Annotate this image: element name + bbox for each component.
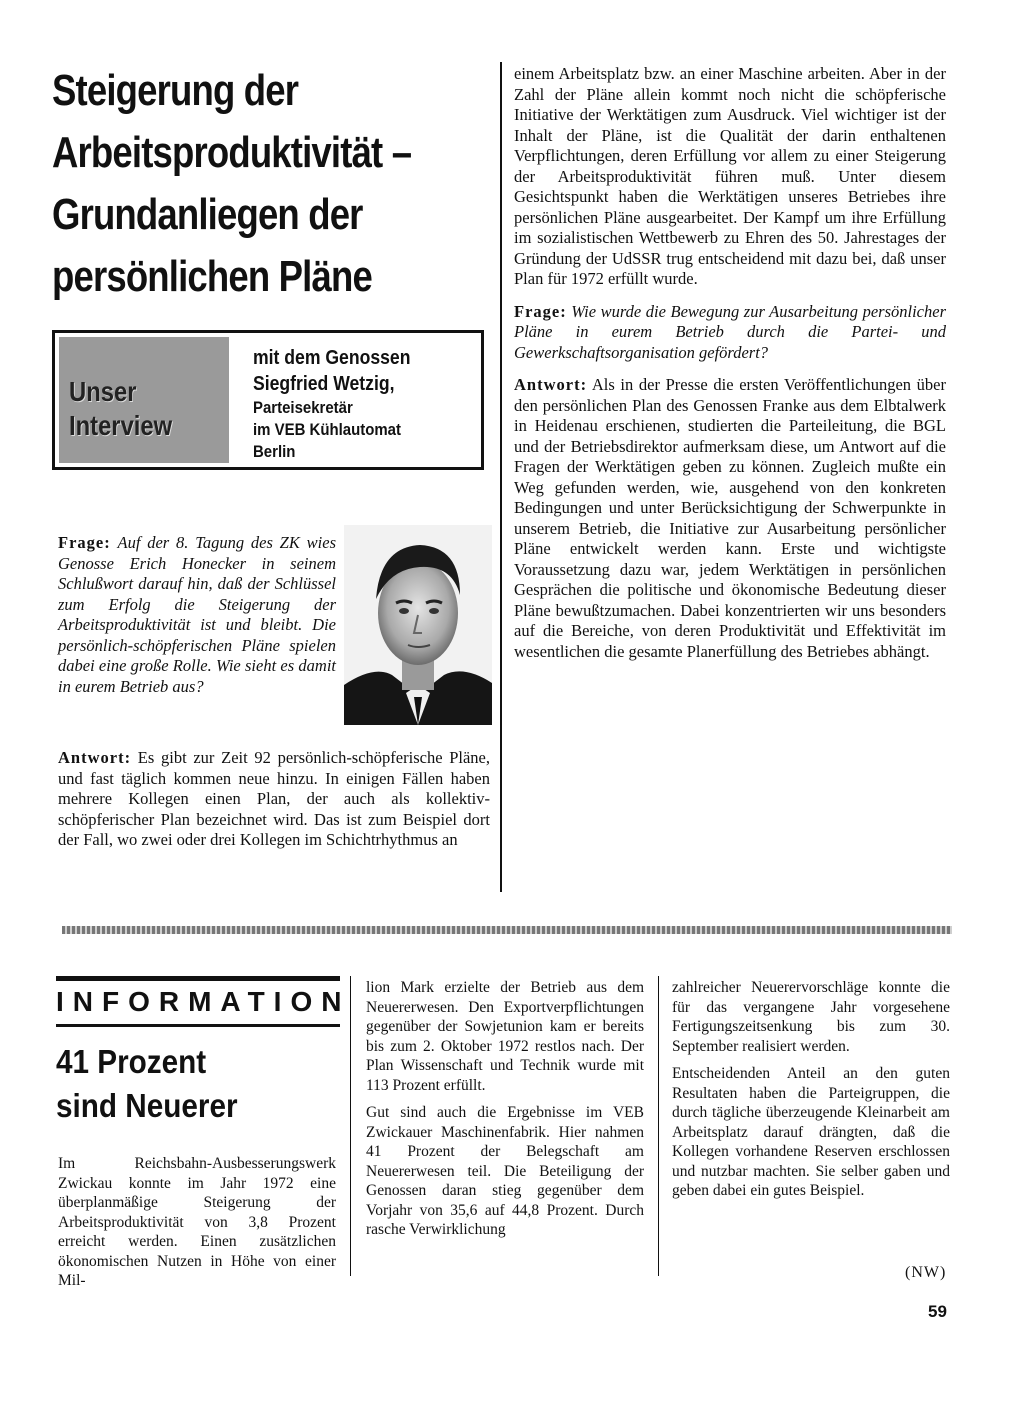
- interview-person-name: Siegfried Wetzig,: [253, 373, 395, 395]
- interview-info-line: Parteisekretär: [253, 398, 353, 417]
- interview-label: Unser: [69, 376, 137, 407]
- column-divider: [350, 976, 351, 1276]
- interview-info-line: Berlin: [253, 442, 296, 461]
- question-label: Frage:: [58, 533, 111, 552]
- information-column-3: [672, 978, 950, 1207]
- headline-line: persönlichen Pläne: [52, 252, 372, 301]
- information-top-rule: [56, 976, 340, 981]
- answer-text: Als in der Presse die ersten Veröffentlichungen über den persönlichen Plan des Genossen Franke aus dem Elbtalwerk in Heidenau erschienen, studierten die Parteileitung, die BGL und der Betriebsdirektor aufmerksam diese, um Antwort auf die Fragen der Werktätigen geben zu können. Zugleich mußte ein Weg gefunden werden, wie, ausgehend von den konkreten Bedingungen und unter Berücksichtigung der Schwerpunkte in unserem Betrieb, die Initiative zur Ausarbeitung persönlicher Pläne entwickelt werden kann. Erste und wichtigste Voraussetzung dazu war, jedem Werktätigen in persönlichen Gesprächen die politische und ökonomische Bedeutung dieser Pläne bewußtzumachen. Dabei konzentrierten wir uns besonders auf die Bereiche, von deren Produktivität und Effektivität im wesentlichen die gesamte Planerfüllung des Betriebes abhängt.: [514, 375, 946, 661]
- interview-info-line: mit dem Genossen: [253, 347, 411, 369]
- question-text: Auf der 8. Tagung des ZK wies Genosse Erich Honecker in seinem Schlußwort darauf hin, daß der Schlüssel zum Erfolg die Steigerung der Arbeitsproduktivität ist und bleibt. Die persönlich-schöpferischen Pläne spielen dabei eine große Rolle. Wie sieht es damit in eurem Betrieb aus?: [58, 533, 336, 696]
- interview-box: [52, 330, 484, 470]
- information-text: Im Reichsbahn-Ausbesserungswerk Zwickau konnte im Jahr 1972 eine überplanmäßige Steigerung der Arbeitsproduktivität von 3,8 Prozent erreicht werden. Einen zusätzlichen ökonomischen Nutzen in Höhe von einer Mil-: [58, 1155, 336, 1289]
- author-signature: (NW): [905, 1264, 947, 1281]
- information-headline-line: sind Neuerer: [56, 1087, 238, 1124]
- portrait-photo: [344, 525, 492, 725]
- answer-text: Es gibt zur Zeit 92 persönlich-schöpferische Pläne, und fast täglich kommen neue hinzu. In einigen Fällen haben mehrere Kollegen einen Plan, der auch als kollektiv-schöpferischer Plan bezeichnet wird. Das ist zum Beispiel dort der Fall, wo zwei oder drei Kollegen im Schichtrhythmus an: [58, 748, 490, 849]
- information-column-2: [366, 978, 644, 1246]
- answer-continuation: einem Arbeitsplatz bzw. an einer Maschine arbeiten. Aber in der Zahl der Pläne allein kommt noch nicht die schöpferische Initiative der Werktätigen zum Ausdruck. Viel wichtiger ist der Inhalt der Pläne, ist die Qualität der darin enthaltenen Verpflichtungen, deren Erfüllung vor allem zu einer Steigerung der Arbeitsproduktivität führen muß. Unter diesem Gesichtspunkt haben die Werktätigen unseres Betriebes ihre persönlichen Pläne ausgearbeitet. Der Kampf um ihre Erfüllung im sozialistischen Wettbewerb zu Ehren des 50. Jahrestages der Gründung der UdSSR trug entscheidend mit dazu bei, daß unser Plan für 1972 erfüllt wurde.: [514, 64, 946, 288]
- information-text: Gut sind auch die Ergebnisse im VEB Zwickauer Maschinenfabrik. Hier nahmen 41 Prozent der Belegschaft am Neuererwesen teil. Die Beteiligung der Genossen daran stieg gegenüber dem Vorjahr von 35,6 auf 44,8 Prozent. Durch rasche Verwirklichung: [366, 1104, 644, 1238]
- information-text: lion Mark erzielte der Betrieb aus dem Neuererwesen. Den Exportverpflichtungen gegenüber der Sowjetunion kam er bereits bis zum 2. Oktober 1972 restlos nach. Der Plan Wissenschaft und Technik wurde mit 113 Prozent erfüllt.: [366, 979, 644, 1094]
- page-number: 59: [928, 1302, 947, 1321]
- headline-line: Steigerung der: [52, 66, 299, 115]
- column-divider: [658, 976, 659, 1276]
- interview-info-line: im VEB Kühlautomat: [253, 420, 401, 439]
- information-headline-line: 41 Prozent: [56, 1043, 207, 1080]
- right-column: [514, 64, 946, 668]
- headline-line: Grundanliegen der: [52, 190, 363, 239]
- headline-line: Arbeitsproduktivität –: [52, 128, 412, 177]
- information-label: INFORMATION: [56, 986, 351, 1017]
- question-label: Frage:: [514, 301, 567, 321]
- interview-label: Interview: [69, 410, 173, 441]
- information-text: Entscheidenden Anteil an den guten Resultaten haben die Parteigruppen, die durch tägliche überzeugende Kleinarbeit am Arbeitsplatz darauf drängten, daß die Kollegen vorhandene Reserven erschlossen und nutzbar machten. Sie selber gaben und geben dabei ein gutes Beispiel.: [672, 1065, 950, 1199]
- section-separator: [62, 926, 952, 934]
- question-text: Wie wurde die Bewegung zur Ausarbeitung persönlicher Pläne in eurem Betrieb durch die Partei- und Gewerkschaftsorganisation gefördert?: [514, 301, 946, 362]
- information-column-1: [58, 1154, 336, 1297]
- interview-label-block: [59, 337, 229, 463]
- answer-1-block: [58, 748, 490, 851]
- question-1-block: [58, 533, 336, 697]
- column-divider: [500, 62, 502, 892]
- interview-info: [253, 345, 451, 463]
- answer-label: Antwort:: [514, 375, 588, 394]
- information-headline: [56, 1040, 317, 1128]
- information-bottom-rule: [56, 1024, 340, 1027]
- article-headline: [52, 60, 417, 308]
- information-text: zahlreicher Neuerervorschläge konnte die für das vergangene Jahr vorgesehene Fertigungszeitsenkung bis zum 30. September realisiert werden.: [672, 979, 950, 1055]
- answer-label: Antwort:: [58, 748, 132, 767]
